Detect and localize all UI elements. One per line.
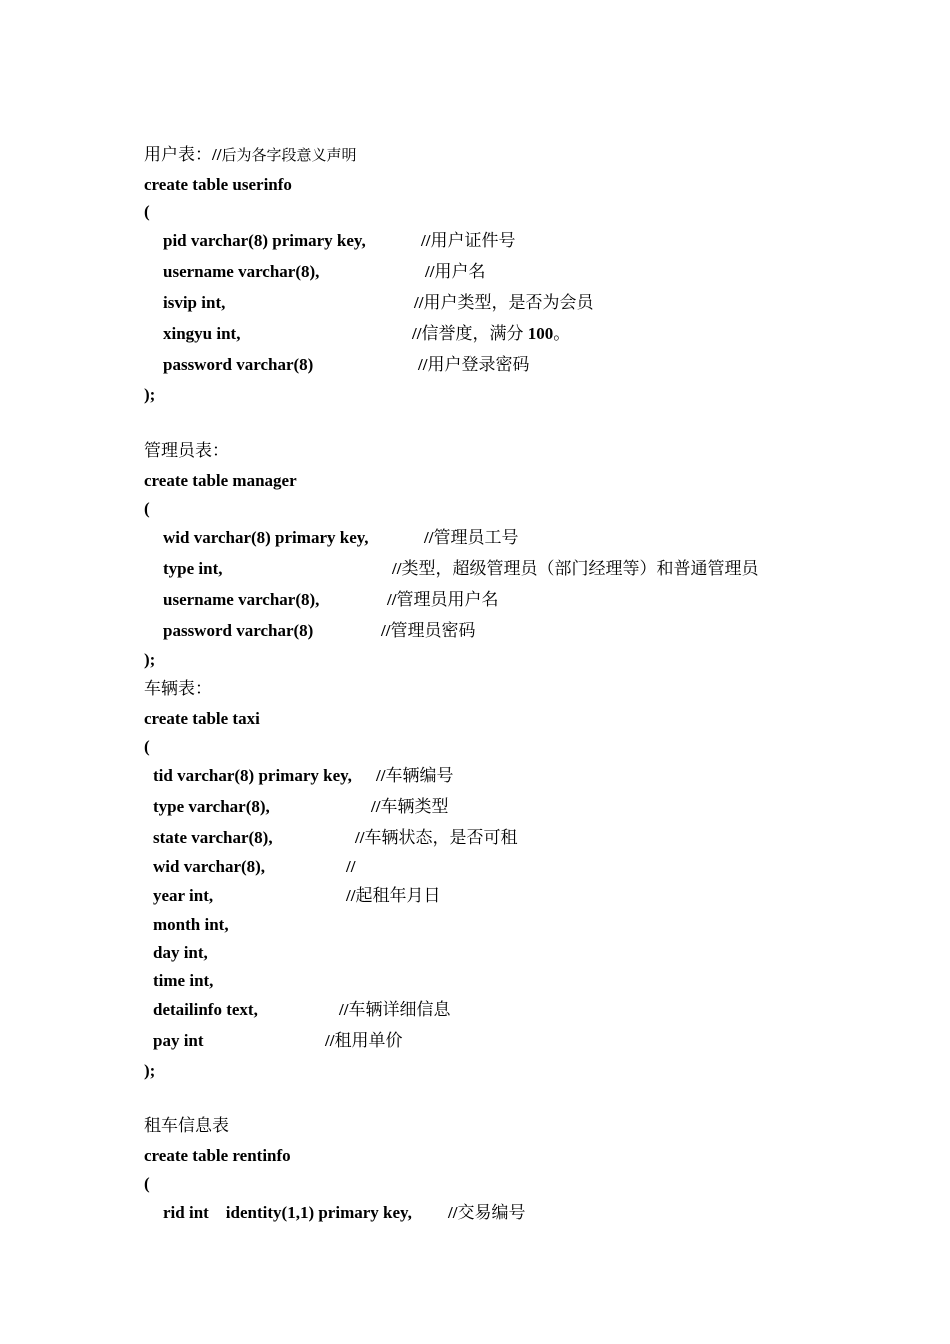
close-paren: ); (144, 650, 156, 669)
section-heading-manager: 管理员表： (144, 441, 229, 460)
comment-slashes: // (346, 886, 356, 905)
comment-text: 用户证件号 (430, 231, 516, 250)
close-paren: ); (144, 1061, 156, 1080)
create-statement-manager: create table manager (144, 471, 297, 490)
field-code: isvip int, (163, 293, 226, 312)
comment-slashes: // (448, 1203, 458, 1222)
comment-text: 管理员工号 (433, 528, 519, 547)
comment-slashes: // (339, 1000, 349, 1019)
field-code: username varchar(8), (163, 262, 320, 281)
comment-slashes: // (421, 231, 431, 250)
comment-text: 用户名 (434, 262, 486, 281)
field-code: state varchar(8), (153, 828, 273, 847)
open-paren: ( (144, 202, 150, 221)
field-code: wid varchar(8) primary key, (163, 528, 369, 547)
field-comment (371, 797, 448, 817)
heading-note: 后为各字段意义声明 (221, 148, 357, 164)
comment-text: 管理员密码 (390, 621, 476, 640)
field-comment (339, 1000, 450, 1020)
field-comment (412, 324, 570, 344)
comment-text: 管理员用户名 (396, 590, 499, 609)
field-comment (392, 559, 758, 579)
comment-slashes: // (425, 262, 435, 281)
field-comment (425, 262, 485, 282)
comment-text: 租用单价 (334, 1031, 403, 1050)
field-comment (414, 293, 593, 313)
comment-slashes: // (392, 559, 402, 578)
close-paren: ); (144, 385, 156, 404)
comment-slashes: // (412, 324, 422, 343)
field-code: rid int identity(1,1) primary key, (163, 1203, 412, 1222)
field-comment (376, 766, 453, 786)
comment-text: 车辆编号 (385, 766, 454, 785)
field-comment (381, 621, 475, 641)
comment-text: 车辆类型 (380, 797, 449, 816)
field-code: xingyu int, (163, 324, 241, 343)
field-code: detailinfo text, (153, 1000, 258, 1019)
field-comment (448, 1203, 525, 1223)
comment-slashes: // (371, 797, 381, 816)
create-statement-userinfo: create table userinfo (144, 175, 292, 194)
comment-slashes: // (381, 621, 391, 640)
comment-text: 起租年月日 (355, 886, 441, 905)
comment-slashes: // (355, 828, 365, 847)
field-comment (418, 355, 529, 375)
field-comment (355, 828, 517, 848)
field-code: pay int (153, 1031, 204, 1050)
create-statement-taxi: create table taxi (144, 709, 260, 728)
comment-tail: 。 (553, 324, 571, 343)
field-comment (346, 886, 440, 906)
comment-slashes: // (346, 857, 356, 876)
field-code: time int, (153, 971, 214, 990)
field-comment (421, 231, 515, 251)
comment-text: 用户登录密码 (427, 355, 530, 374)
field-comment (346, 857, 355, 877)
section-heading-taxi: 车辆表： (144, 679, 212, 698)
comment-slashes: // (424, 528, 434, 547)
comment-text: 交易编号 (457, 1203, 526, 1222)
comment-slashes: // (387, 590, 397, 609)
open-paren: ( (144, 737, 150, 756)
comment-text: 车辆状态，是否可租 (364, 828, 518, 847)
open-paren: ( (144, 1174, 150, 1193)
comment-number: 100 (527, 324, 554, 343)
comment-slashes: // (414, 293, 424, 312)
comment-text: 车辆详细信息 (348, 1000, 451, 1019)
heading-text: 用户表： (144, 145, 212, 164)
field-comment (424, 528, 518, 548)
field-comment (325, 1031, 402, 1051)
create-statement-rentinfo: create table rentinfo (144, 1146, 291, 1165)
comment-slashes: // (325, 1031, 335, 1050)
comment-slashes: // (418, 355, 428, 374)
field-code: type int, (163, 559, 223, 578)
comment-text: 信誉度，满分 (421, 324, 528, 343)
section-heading-userinfo (144, 145, 356, 166)
field-code: username varchar(8), (163, 590, 320, 609)
comment-text: 类型，超级管理员（部门经理等）和普通管理员 (401, 559, 759, 578)
field-code: password varchar(8) (163, 355, 314, 374)
field-code: year int, (153, 886, 214, 905)
comment-text: 用户类型，是否为会员 (423, 293, 594, 312)
comment-slashes: // (376, 766, 386, 785)
field-code: pid varchar(8) primary key, (163, 231, 366, 250)
field-code: tid varchar(8) primary key, (153, 766, 352, 785)
comment-slashes: // (212, 145, 222, 164)
field-code: type varchar(8), (153, 797, 270, 816)
section-heading-rentinfo: 租车信息表 (144, 1116, 229, 1135)
field-code: day int, (153, 943, 208, 962)
field-code: wid varchar(8), (153, 857, 266, 876)
field-comment (387, 590, 498, 610)
open-paren: ( (144, 499, 150, 518)
field-code: month int, (153, 915, 229, 934)
field-code: password varchar(8) (163, 621, 314, 640)
